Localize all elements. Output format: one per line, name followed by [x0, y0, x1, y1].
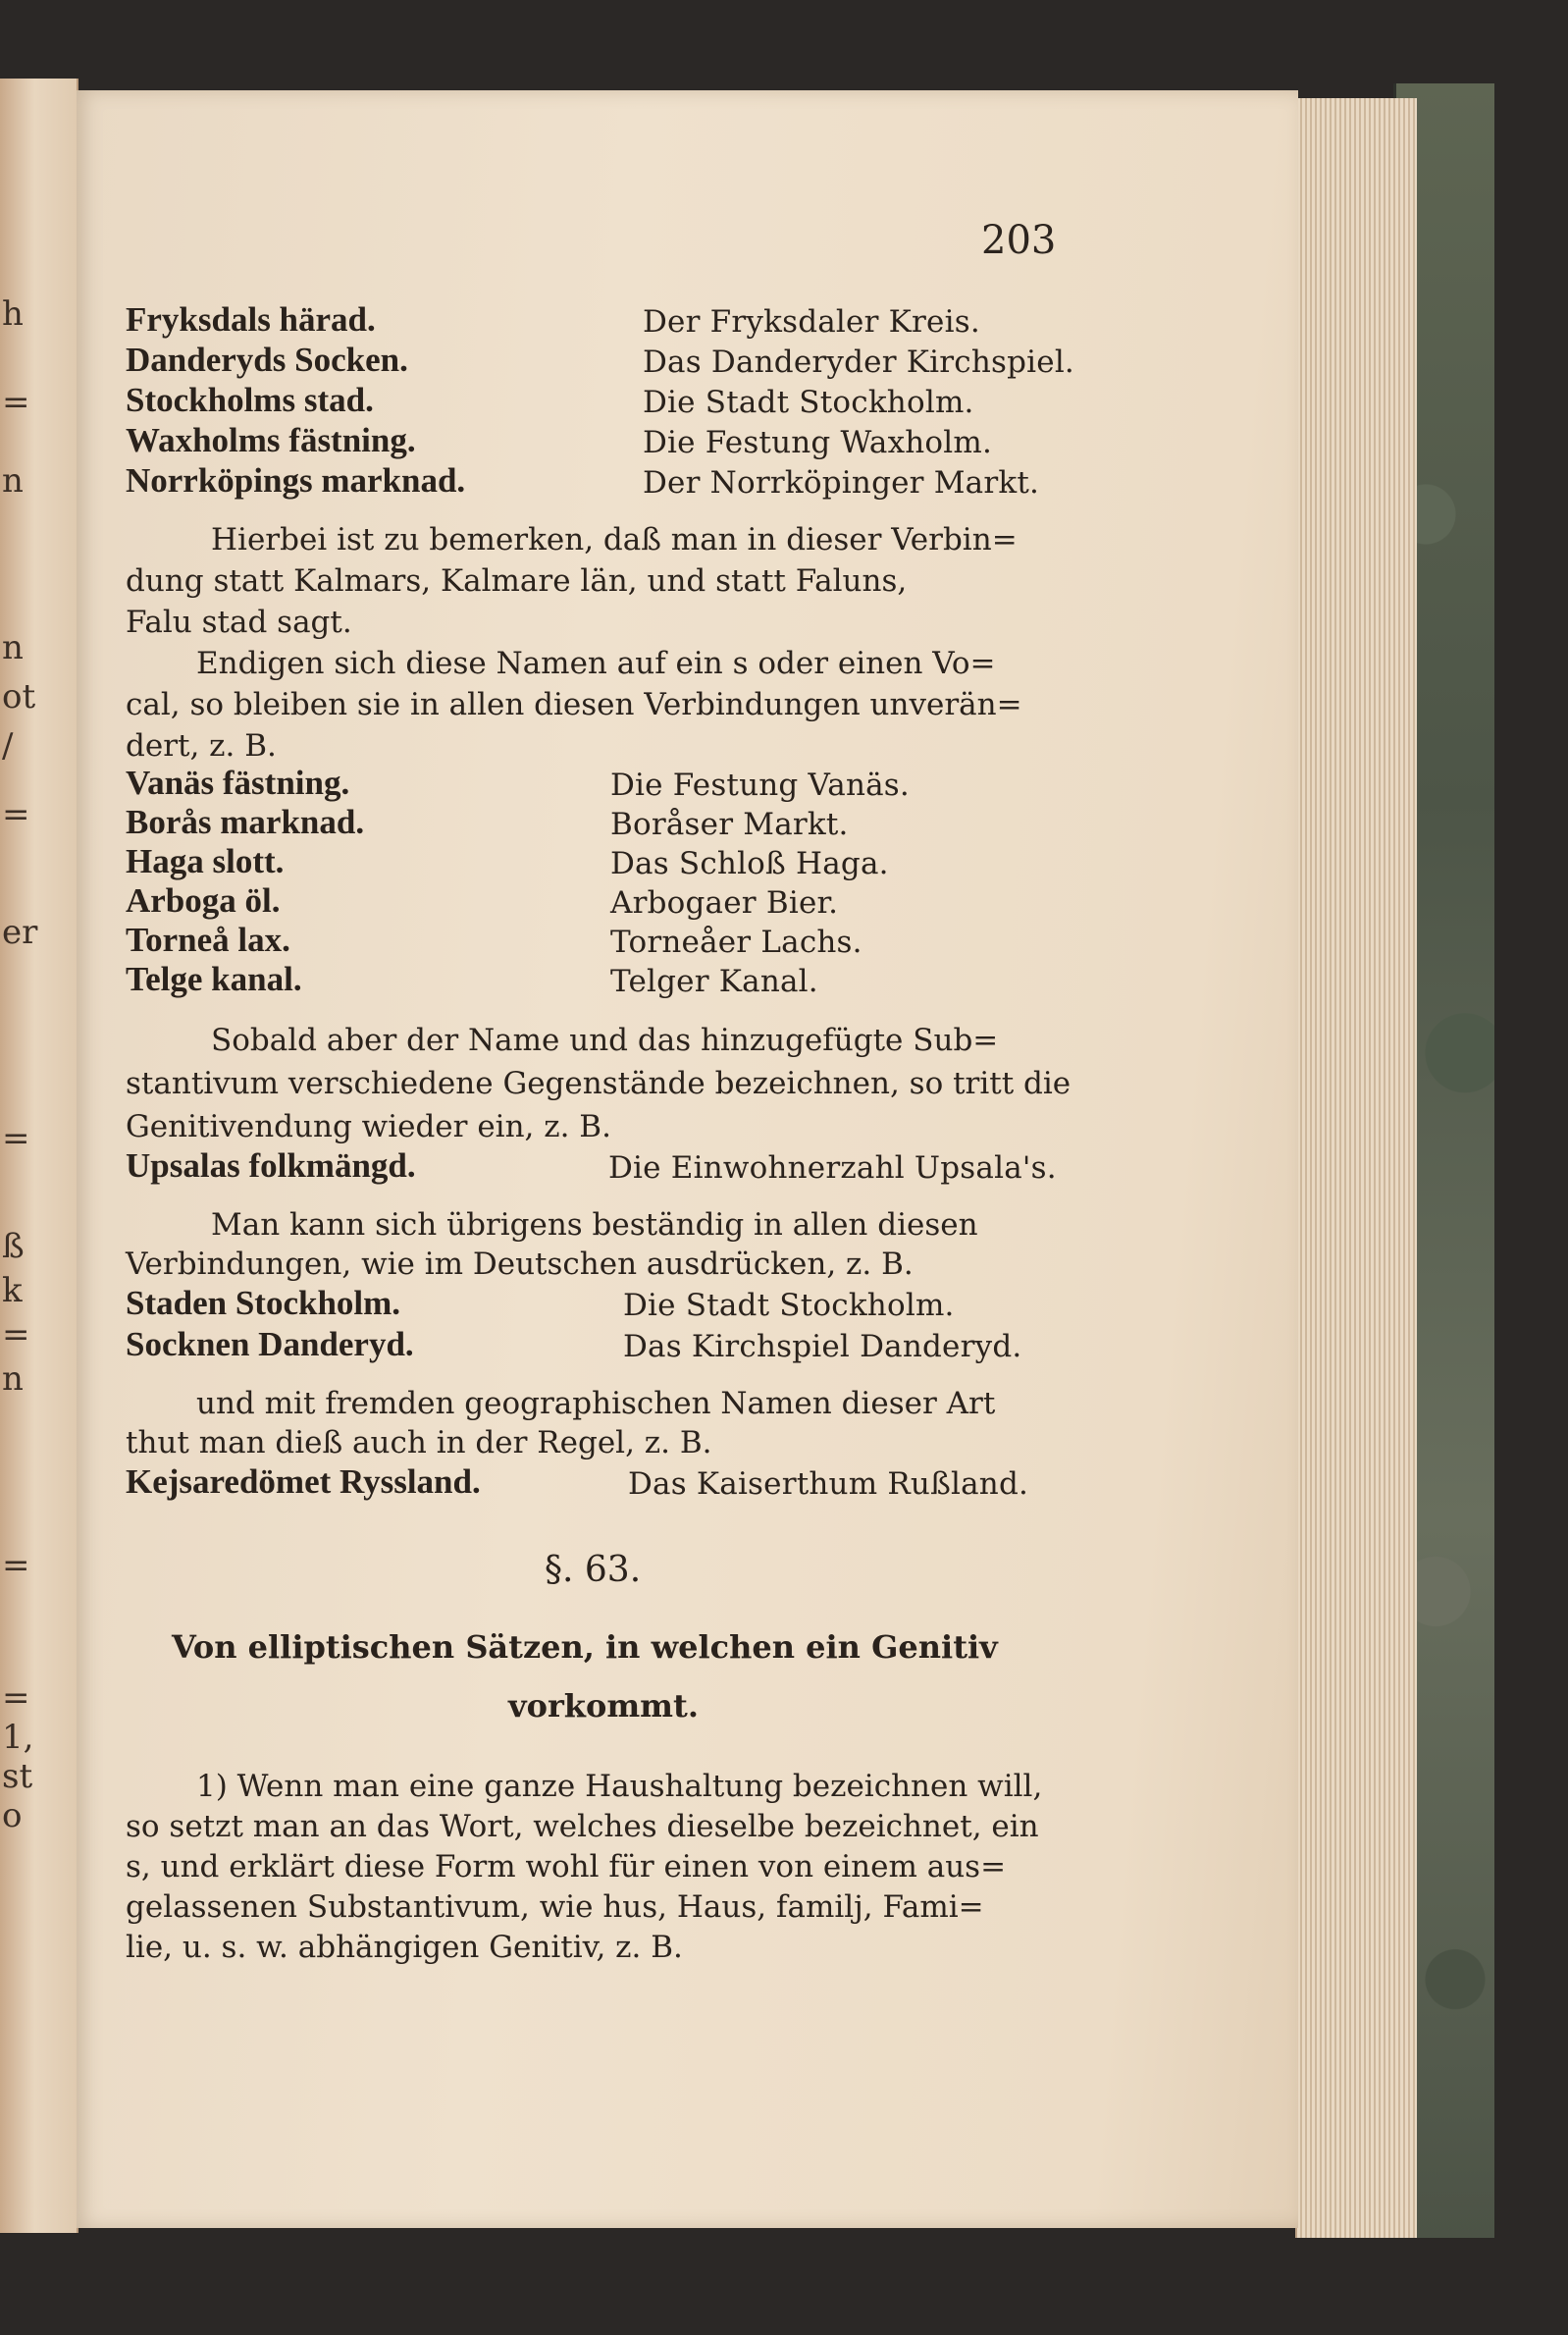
fragment: o: [2, 1796, 23, 1835]
example-german: Die Festung Waxholm.: [643, 425, 993, 460]
fragment: ot: [2, 677, 36, 716]
fragment: =: [2, 1678, 30, 1718]
fragment: er: [2, 913, 38, 952]
example-swedish: Torneå lax.: [126, 921, 290, 959]
paragraph-line: Man kann sich übrigens beständig in allen diesen: [211, 1207, 978, 1243]
paragraph-line: Genitivendung wieder ein, z. B.: [126, 1109, 611, 1144]
fragment: =: [2, 1546, 30, 1585]
example-german: Die Stadt Stockholm.: [643, 385, 974, 420]
fragment: k: [2, 1271, 23, 1310]
example-swedish: Telge kanal.: [126, 960, 302, 998]
example-swedish: Arboga öl.: [126, 881, 281, 920]
example-german: Das Kaiserthum Rußland.: [628, 1466, 1029, 1502]
paragraph-line: stantivum verschiedene Gegenstände bezeichnen, so tritt die: [126, 1066, 1071, 1101]
example-swedish: Waxholms fästning.: [126, 421, 416, 459]
paragraph-line: lie, u. s. w. abhängigen Genitiv, z. B.: [126, 1930, 683, 1965]
example-swedish: Socknen Danderyd.: [126, 1325, 414, 1363]
example-german: Die Einwohnerzahl Upsala's.: [608, 1150, 1057, 1186]
example-german: Arbogaer Bier.: [610, 885, 839, 921]
paragraph-line: s, und erklärt diese Form wohl für einen von einem aus=: [126, 1849, 1007, 1884]
section-title: Von elliptischen Sätzen, in welchen ein Genitiv: [172, 1628, 998, 1666]
paragraph-line: 1) Wenn man eine ganze Haushaltung bezeichnen will,: [196, 1769, 1043, 1804]
example-german: Der Norrköpinger Markt.: [643, 465, 1040, 501]
example-swedish: Fryksdals härad.: [126, 300, 376, 339]
fragment: =: [2, 795, 30, 834]
example-german: Torneåer Lachs.: [610, 925, 862, 960]
fragment: 1,: [2, 1718, 34, 1757]
page-number: 203: [981, 218, 1057, 263]
paragraph-line: Endigen sich diese Namen auf ein s oder einen Vo=: [196, 646, 996, 681]
fragment: st: [2, 1757, 33, 1796]
section-number: §. 63.: [545, 1550, 642, 1590]
paragraph-line: so setzt man an das Wort, welches dieselbe bezeichnet, ein: [126, 1809, 1039, 1844]
example-german: Das Schloß Haga.: [610, 846, 889, 881]
fragment: =: [2, 1315, 30, 1354]
example-swedish: Borås marknad.: [126, 803, 365, 841]
fragment: =: [2, 1119, 30, 1158]
example-swedish: Kejsaredömet Ryssland.: [126, 1462, 481, 1501]
paragraph-line: gelassenen Substantivum, wie hus, Haus, familj, Fami=: [126, 1889, 984, 1925]
example-german: Telger Kanal.: [610, 964, 818, 999]
paragraph-line: und mit fremden geographischen Namen dieser Art: [196, 1386, 996, 1421]
fragment: n: [2, 1359, 24, 1399]
example-swedish: Vanäs fästning.: [126, 764, 350, 802]
example-swedish: Danderyds Socken.: [126, 341, 408, 379]
fragment: =: [2, 383, 30, 422]
example-swedish: Upsalas folkmängd.: [126, 1146, 416, 1185]
fragment: n: [2, 461, 24, 501]
paragraph-line: Verbindungen, wie im Deutschen ausdrücken, z. B.: [126, 1247, 914, 1282]
fragment: /: [2, 726, 14, 766]
example-swedish: Stockholms stad.: [126, 381, 374, 419]
paragraph-line: Hierbei ist zu bemerken, daß man in dieser Verbin=: [211, 522, 1018, 557]
paragraph-line: cal, so bleiben sie in allen diesen Verbindungen unverän=: [126, 687, 1022, 722]
example-german: Das Kirchspiel Danderyd.: [623, 1329, 1022, 1364]
fragment: h: [2, 294, 24, 334]
paragraph-line: Sobald aber der Name und das hinzugefügte Sub=: [211, 1023, 999, 1058]
example-german: Die Festung Vanäs.: [610, 768, 910, 803]
paragraph-line: dert, z. B.: [126, 728, 277, 764]
paragraph-line: dung statt Kalmars, Kalmare län, und statt Faluns,: [126, 563, 908, 599]
example-german: Der Fryksdaler Kreis.: [643, 304, 980, 340]
example-german: Die Stadt Stockholm.: [623, 1288, 955, 1323]
example-german: Boråser Markt.: [610, 807, 849, 842]
example-german: Das Danderyder Kirchspiel.: [643, 345, 1074, 380]
fragment: n: [2, 628, 24, 667]
left-page-text-fragments: [0, 0, 39, 2335]
example-swedish: Staden Stockholm.: [126, 1284, 401, 1322]
section-title: vorkommt.: [508, 1687, 699, 1725]
example-swedish: Norrköpings marknad.: [126, 461, 466, 500]
paragraph-line: Falu stad sagt.: [126, 605, 352, 640]
fragment: ß: [2, 1227, 25, 1266]
example-swedish: Haga slott.: [126, 842, 285, 880]
page-edges: [1295, 98, 1417, 2238]
paragraph-line: thut man dieß auch in der Regel, z. B.: [126, 1425, 712, 1460]
